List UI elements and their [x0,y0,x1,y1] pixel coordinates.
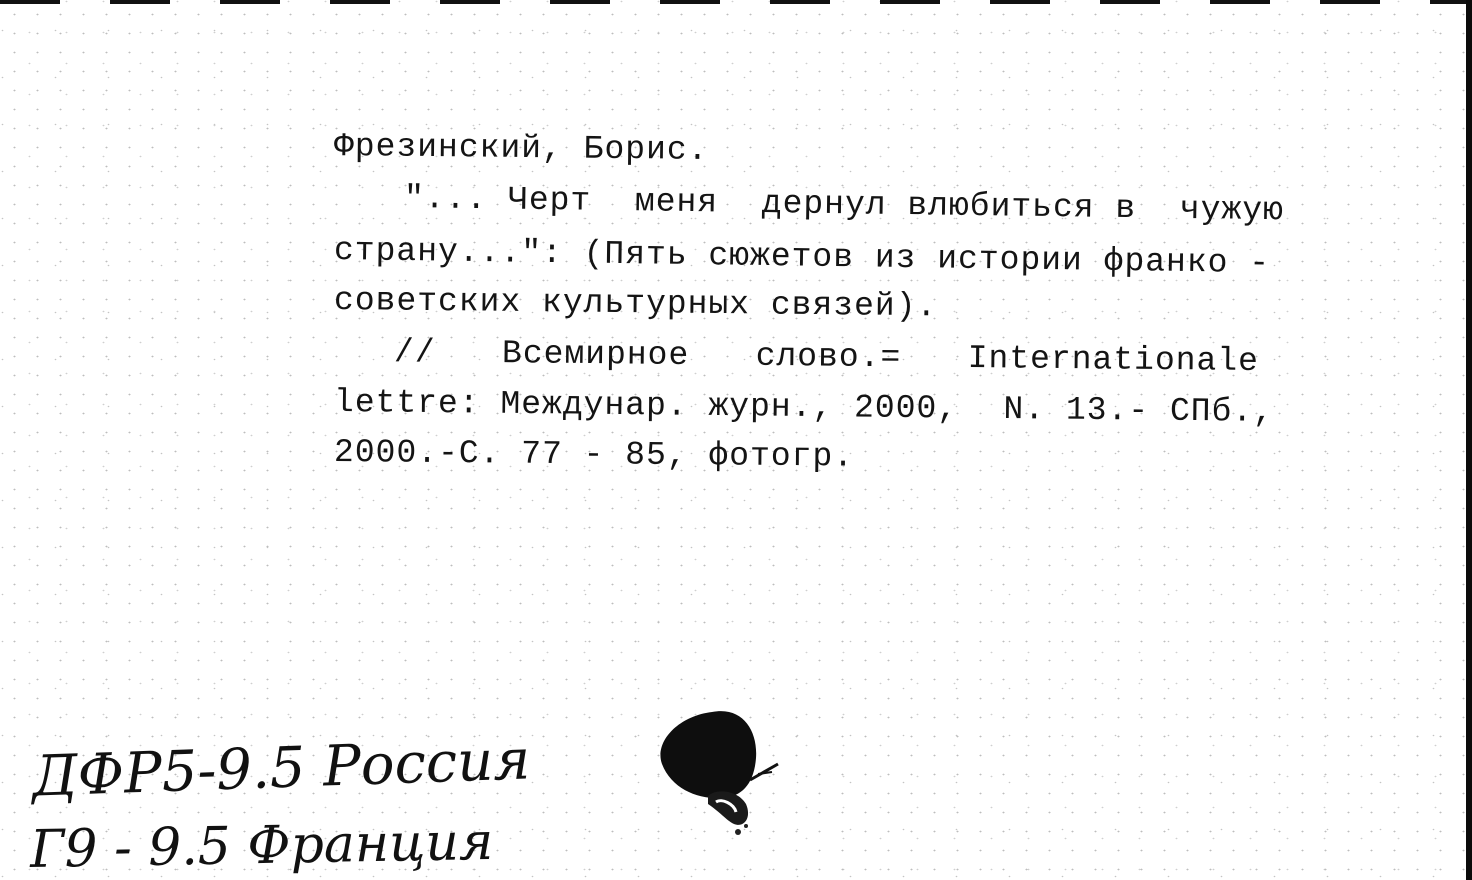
author-name: Фрезинский, Борис. [333,128,709,169]
title-word-group-1: "... Черт [403,180,592,220]
title-line-1 [404,180,1284,229]
title-word-group-4: чужую [1179,190,1285,230]
handwritten-class-france: Г9 - 9.5 Франция [29,811,494,880]
title-line-3: советских культурных связей). [333,282,938,326]
source-line-2-part-2: N. 13.- СПб., [1003,391,1275,431]
source-line-1 [394,334,1259,380]
source-journal-fr: Internationale [967,340,1260,381]
source-journal-ru-2: слово.= [755,337,902,377]
title-word-group-3: дернул влюбиться в [761,184,1137,228]
ink-blot-icon [650,700,800,850]
source-line-2-part-1: lettre: Междунар. журн., 2000, [333,384,959,428]
source-line-2 [334,384,1274,431]
right-card-edge [1466,0,1472,880]
title-line-2: страну...": (Пять сюжетов из истории франко - [333,232,1271,283]
source-journal-ru: Всемирное [501,335,690,375]
source-marker: // [393,334,436,372]
handwritten-class-russia: ДФР5-9.5 Россия [31,727,532,810]
typed-entry [334,0,1284,500]
source-line-3: 2000.-С. 77 - 85, фотогр. [333,434,855,476]
title-word-group-2: меня [634,183,719,222]
